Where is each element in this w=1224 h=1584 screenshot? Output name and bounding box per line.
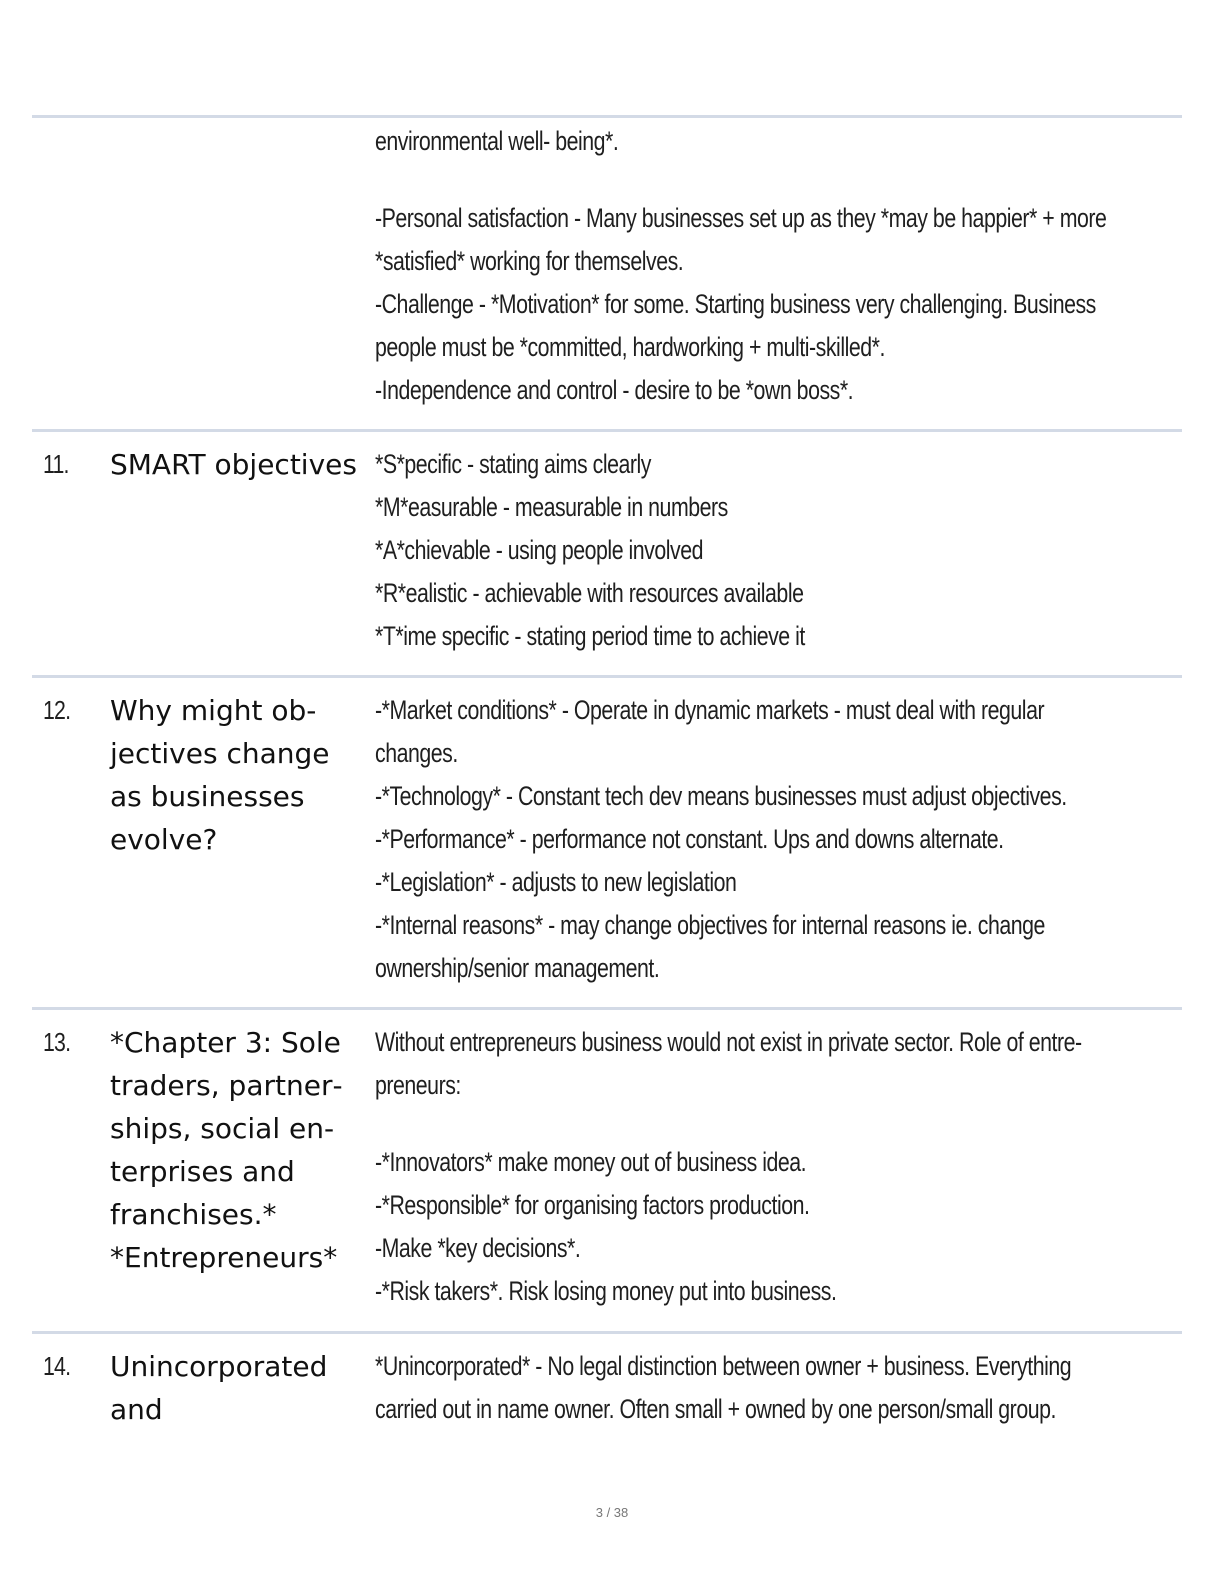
definition-line: *R*ealistic - achievable with resources available bbox=[375, 578, 804, 608]
definition-line: *M*easurable - measurable in numbers bbox=[375, 492, 728, 522]
row-divider bbox=[32, 1007, 1182, 1010]
row-divider bbox=[32, 429, 1182, 432]
row-number: 14. bbox=[43, 1351, 71, 1381]
definition-line: -Make *key decisions*. bbox=[375, 1233, 581, 1263]
definition-line: -*Legislation* - adjusts to new legislation bbox=[375, 867, 737, 897]
definition-line: *T*ime specific - stating period time to achieve it bbox=[375, 621, 805, 651]
definition-line: -*Innovators* make money out of business idea. bbox=[375, 1147, 807, 1177]
definition-spacer bbox=[375, 1107, 1082, 1141]
row-divider bbox=[32, 115, 1182, 118]
definition-line: -*Internal reasons* - may change objectives for internal reasons ie. change bbox=[375, 910, 1045, 940]
definition-line: changes. bbox=[375, 738, 458, 768]
definition-line: preneurs: bbox=[375, 1070, 461, 1100]
definition-line: *satisfied* working for themselves. bbox=[375, 246, 684, 276]
row-divider bbox=[32, 1331, 1182, 1334]
definition-line: -Independence and control - desire to be *own boss*. bbox=[375, 375, 854, 405]
definition-line: environmental well- being*. bbox=[375, 126, 619, 156]
row-11-definition bbox=[375, 443, 919, 658]
row-number: 11. bbox=[43, 449, 69, 479]
definition-line: *Unincorporated* - No legal distinction between owner + business. Everything bbox=[375, 1351, 1072, 1381]
definition-line: *S*pecific - stating aims clearly bbox=[375, 449, 651, 479]
row-term: Unincorporated and bbox=[110, 1350, 328, 1426]
definition-line: -*Market conditions* - Operate in dynamic markets - must deal with regular bbox=[375, 695, 1045, 725]
row-10-definition-continued bbox=[375, 120, 1224, 412]
definition-line: -*Risk takers*. Risk losing money put into business. bbox=[375, 1276, 837, 1306]
row-term: *Chapter 3: Sole traders, partnerships, social enterprises and franchises.* *Entrepreneurs* bbox=[110, 1026, 343, 1274]
definition-line: ownership/senior management. bbox=[375, 953, 660, 983]
definition-line: *A*chievable - using people involved bbox=[375, 535, 703, 565]
row-14-definition bbox=[375, 1345, 1224, 1431]
page-number: 3 / 38 bbox=[595, 1505, 629, 1520]
definition-line: -*Responsible* for organising factors production. bbox=[375, 1190, 810, 1220]
definition-line: -*Technology* - Constant tech dev means businesses must adjust objectives. bbox=[375, 781, 1067, 811]
row-number: 13. bbox=[43, 1027, 71, 1057]
definition-line: -Challenge - *Motivation* for some. Starting business very challenging. Business bbox=[375, 289, 1096, 319]
row-number: 12. bbox=[43, 695, 71, 725]
definition-line: people must be *committed, hardworking + multi-skilled*. bbox=[375, 332, 885, 362]
definition-line: Without entrepreneurs business would not exist in private sector. Role of entre- bbox=[375, 1027, 1082, 1057]
row-divider bbox=[32, 675, 1182, 678]
row-12-definition bbox=[375, 689, 1224, 990]
row-13-definition bbox=[375, 1021, 1224, 1313]
row-term: SMART objectives bbox=[110, 448, 357, 481]
definition-line: -Personal satisfaction - Many businesses set up as they *may be happier* + more bbox=[375, 203, 1107, 233]
definition-line: -*Performance* - performance not constant. Ups and downs alternate. bbox=[375, 824, 1004, 854]
definition-line: carried out in name owner. Often small + owned by one person/small group. bbox=[375, 1394, 1056, 1424]
row-term: Why might objectives change as businesses evolve? bbox=[110, 694, 330, 856]
definition-spacer bbox=[375, 163, 1106, 197]
